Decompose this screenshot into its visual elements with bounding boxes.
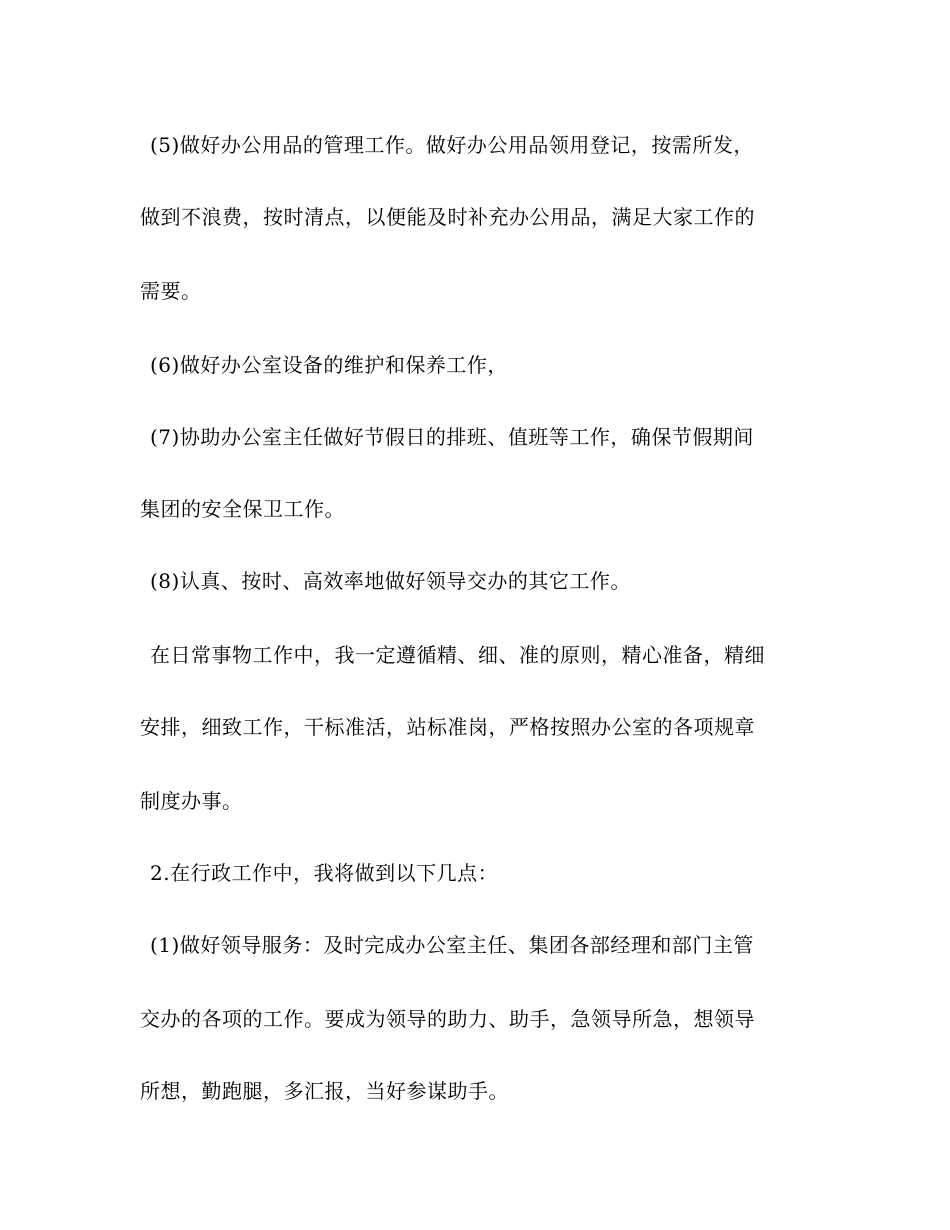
paragraph-line: (6)做好办公室设备的维护和保养工作，	[150, 353, 508, 377]
paragraph-line: (5)做好办公用品的管理工作。做好办公用品领用登记，按需所发，	[150, 133, 754, 157]
paragraph-line: 制度办事。	[140, 789, 243, 813]
paragraph-line: 在日常事物工作中，我一定遵循精、细、准的原则，精心准备，精细	[150, 643, 765, 667]
paragraph-line: 交办的各项的工作。要成为领导的助力、助手，急领导所急，想领导	[140, 1007, 755, 1031]
paragraph-line: 做到不浪费，按时清点，以便能及时补充办公用品，满足大家工作的	[140, 205, 755, 229]
paragraph-line: (1)做好领导服务：及时完成办公室主任、集团各部经理和部门主管	[150, 933, 754, 957]
paragraph-line: 所想，勤跑腿，多汇报，当好参谋助手。	[140, 1079, 509, 1103]
paragraph-line: 2.在行政工作中，我将做到以下几点：	[150, 861, 499, 885]
paragraph-line: (8)认真、按时、高效率地做好领导交办的其它工作。	[150, 569, 631, 593]
paragraph-line: 需要。	[140, 279, 202, 303]
paragraph-line: 安排，细致工作，干标准活，站标准岗，严格按照办公室的各项规章	[140, 715, 755, 739]
paragraph-line: 集团的安全保卫工作。	[140, 497, 345, 521]
paragraph-line: (7)协助办公室主任做好节假日的排班、值班等工作，确保节假期间	[150, 425, 754, 449]
